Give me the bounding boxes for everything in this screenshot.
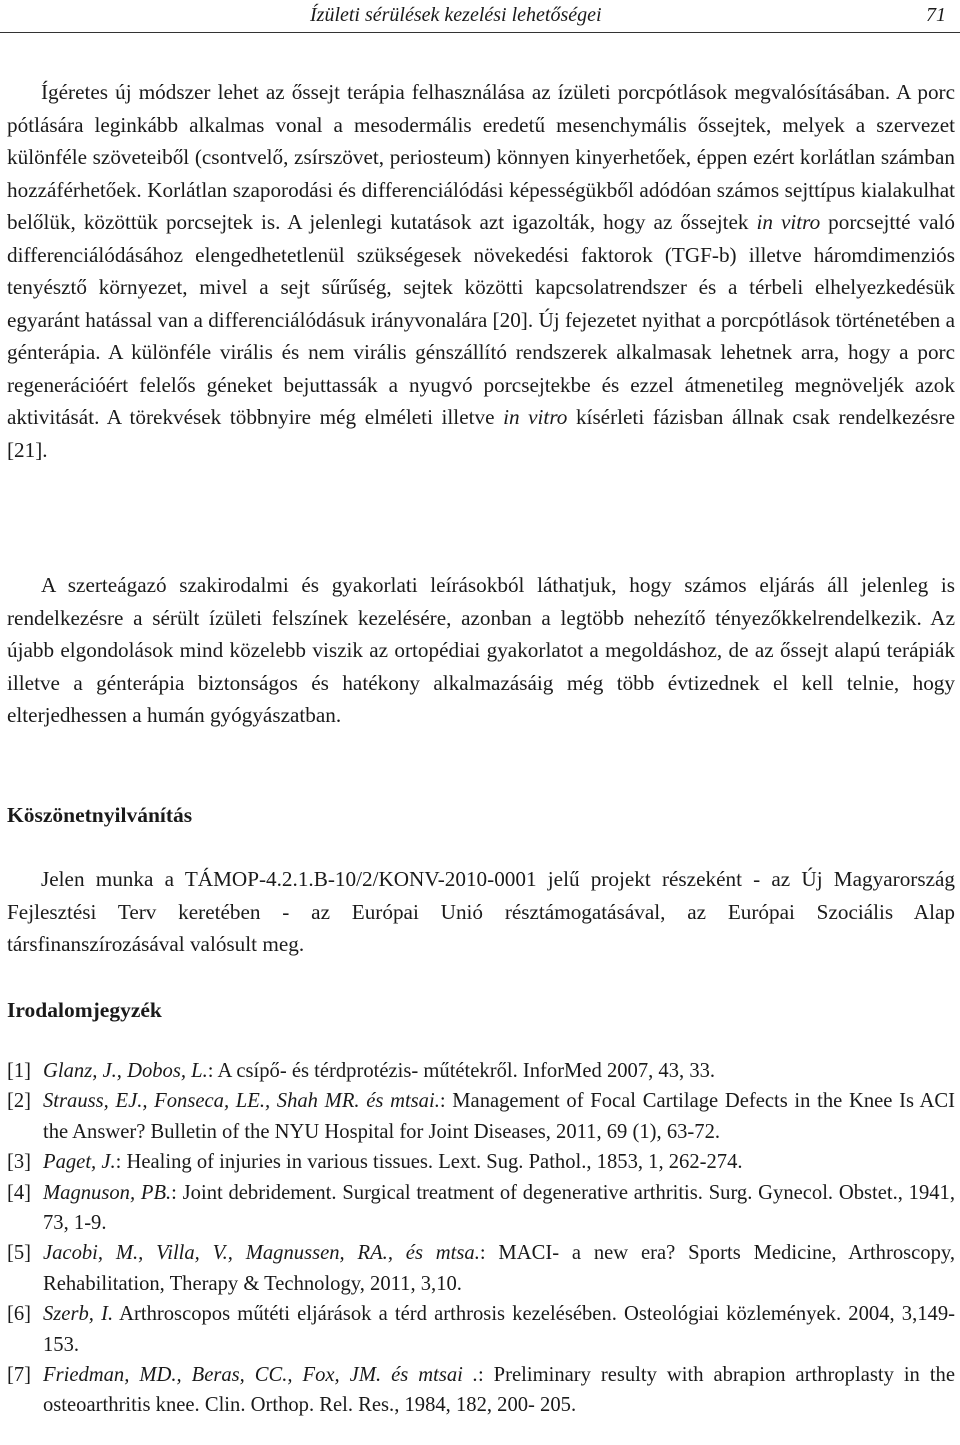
references-heading: Irodalomjegyzék [7,998,162,1022]
reference-number: [4] [7,1181,32,1204]
reference-text: : Joint debridement. Surgical treatment of degenerative arthritis. Surg. Gynecol. Obstet., 1941, 73, 1-9. [43,1181,955,1235]
running-title: Ízületi sérülések kezelési lehetőségei [310,4,602,26]
reference-item [7,1056,955,1086]
emphasis-in-vitro: in vitro [503,405,568,429]
reference-number: [2] [7,1090,32,1113]
emphasis-in-vitro: in vitro [756,210,821,234]
reference-text: : Preliminary resulty with abrapion arthroplasty in the osteoarthritis knee. Clin. Orthop. Rel. Res., 1984, 182, 200- 205. [43,1364,955,1417]
paragraph-text: kísérleti fázisban állnak csak rendelkezésre [21]. [7,405,955,462]
reference-authors: Friedman, MD., Beras, CC., Fox, JM. és mtsai . [43,1364,478,1387]
paragraph-text: Ígéretes új módszer lehet az őssejt terápia felhasználása az ízületi porcpótlások megvalósításában. A porc pótlására leginkább alkalmas vonal a mesodermális eredetű mesenchymális őssejtek, melyek a szervezet különféle szöveteiből (csontvelő, zsírszövet, periosteum) könnyen kinyerhetőek, éppen ezért korlátlan számban hozzáférhetőek. Korlátlan szaporodási és differenciálódási képességükből adódóan számos sejttípus kialakulhat belőlük, közöttük porcsejtek is. A jelenlegi kutatások azt igazolták, hogy az őssejtek [7,80,955,234]
reference-item [7,1238,955,1299]
reference-item [7,1299,955,1360]
acknowledgement-text: Jelen munka a TÁMOP-4.2.1.B-10/2/KONV-2010-0001 jelű projekt részeként - az Új Magyarország Fejlesztési Terv keretében - az Európai Unió résztámogatásával, az Európai Szociális Alap társfinanszírozásával valósult meg. [7,867,955,956]
paragraph-text: porcsejtté való differenciálódásához elengedhetetlenül szükségesek növekedési faktorok (TGF-b) illetve háromdimenziós tenyésztő környezet, mivel a sejt sűrűség, sejtek közötti kapcsolatrendszer és a térbeli elhelyezkedésük egyaránt hatással van a differenciálódásuk irányvonalára [20]. Új fejezetet nyithat a porcpótlások történetében a génterápia. A különféle virális és nem virális génszállító rendszerek alkalmasak lehetnek arra, hogy a porc regenerációért felelős géneket bejuttassák a nyugvó porcsejtekbe és ezzel átmenetileg megnöveljék azok aktivitását. A törekvések többnyire még elméleti illetve [7,210,956,429]
reference-item [7,1360,955,1421]
header-rule [0,32,960,33]
reference-authors: Szerb, I. [43,1303,114,1326]
reference-authors: Glanz, J., Dobos, L. [43,1060,208,1082]
acknowledgement-section [7,863,955,961]
paragraph-conclusion: A szerteágazó szakirodalmi és gyakorlati leírásokból láthatjuk, hogy számos eljárás áll jelenleg is rendelkezésre a sérült ízületi felszínek kezelésére, azonban a legtöbb nehezítő tényezőkkelrendelkezik. Az újabb elgondolások mind közelebb viszik az ortopédiai gyakorlatot a megoldáshoz, de az őssejt alapú terápiák illetve a génterápia biztonságos és hatékony alkalmazásáig még több évtizednek el kell telnie, hogy elterjedhessen a humán gyógyászatban. [7,573,955,727]
reference-number: [1] [7,1060,32,1082]
reference-authors: Jacobi, M., Villa, V., Magnussen, RA., és mtsa. [43,1242,480,1265]
reference-item [7,1147,955,1177]
body-section-1 [7,76,955,466]
reference-item [7,1086,955,1147]
reference-number: [3] [7,1151,32,1174]
reference-number: [6] [7,1303,32,1326]
acknowledgement-heading: Köszönetnyilvánítás [7,803,193,827]
reference-number: [7] [7,1364,32,1387]
reference-list [7,1056,955,1421]
reference-text: : MACI- a new era? Sports Medicine, Arthroscopy, Rehabilitation, Therapy & Technology, 2011, 3,10. [43,1242,955,1295]
page-number: 71 [926,4,946,26]
reference-authors: Paget, J. [43,1151,116,1174]
reference-text: : Healing of injuries in various tissues. Lext. Sug. Pathol., 1853, 1, 262-274. [115,1151,743,1174]
reference-text: : Management of Focal Cartilage Defects in the Knee Is ACI the Answer? Bulletin of the NYU Hospital for Joint Diseases, 2011, 69 (1), 63-72. [43,1090,955,1143]
paragraph-stem-cell-therapy [7,76,955,466]
reference-authors: Magnuson, PB. [43,1181,172,1204]
reference-item [7,1178,955,1239]
running-header [0,0,960,33]
body-section-2 [7,569,955,732]
reference-text: Arthroscopos műtéti eljárások a térd arthrosis kezelésében. Osteológiai közlemények. 2004, 3,149-153. [43,1303,955,1356]
reference-number: [5] [7,1242,32,1265]
reference-authors: Strauss, EJ., Fonseca, LE., Shah MR. és mtsai. [43,1090,440,1113]
reference-text: : A csípő- és térdprotézis- műtétekről. InforMed 2007, 43, 33. [207,1060,716,1082]
